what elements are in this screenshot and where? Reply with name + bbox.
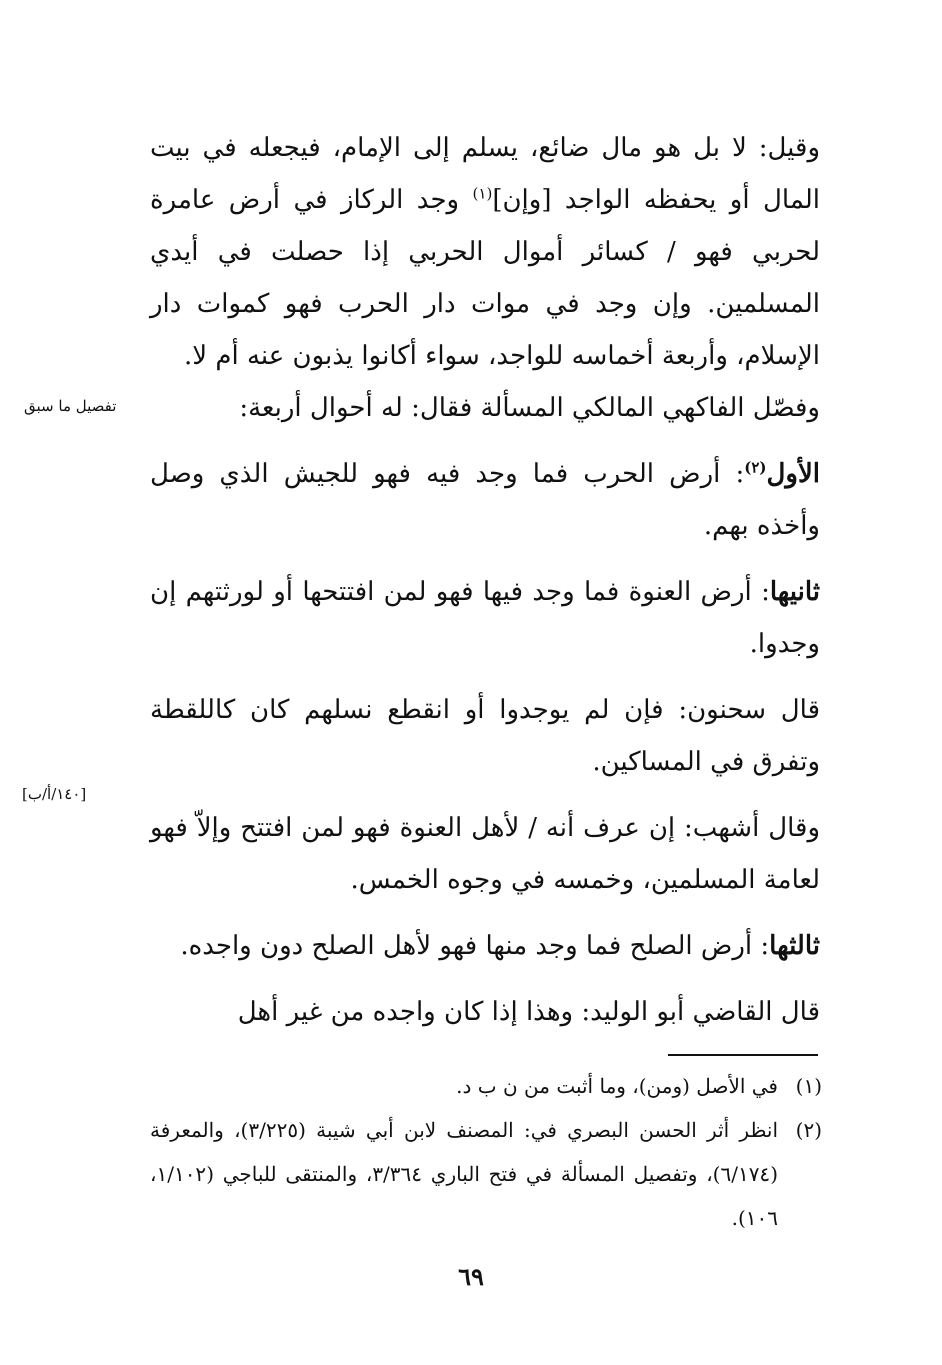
paragraph-3-lead: الأول (766, 459, 821, 489)
paragraph-6: وقال أشهب: إن عرف أنه / لأهل العنوة فهو لمن افتتح وإلاّ فهو لعامة المسلمين، وخمسه في وجوه الخمس. (150, 813, 820, 895)
footnote-separator (668, 1054, 818, 1056)
footnote-1 (150, 1064, 822, 1108)
footnote-2-text: انظر أثر الحسن البصري في: المصنف لابن أبي شيبة (٣/٢٢٥)، والمعرفة (٦/١٧٤)، وتفصيل المسألة في فتح الباري ٣/٣٦٤، والمنتقى للباجي (١/١٠٢، ١٠٦). (150, 1118, 779, 1230)
paragraph-4-lead: ثانيها (769, 577, 820, 607)
paragraph-5: قال سحنون: فإن لم يوجدوا أو انقطع نسلهم كان كاللقطة وتفرق في المساكين. (150, 695, 820, 777)
paragraph-4 (150, 566, 820, 670)
footnote-2-number: (٢) (795, 1118, 822, 1142)
paragraph-7-text: : أرض الصلح فما وجد منها فهو لأهل الصلح دون واجده. (180, 931, 770, 961)
paragraph-2: وفصّل الفاكهي المالكي المسألة فقال: له أحوال أربعة: (239, 393, 820, 423)
footnote-ref-2: (٢) (744, 458, 767, 477)
paragraph-7-lead: ثالثها (769, 931, 820, 961)
paragraph-1-text: وقيل: لا بل هو مال ضائع، يسلم إلى الإمام، فيجعله في بيت المال أو يحفظه الواجد [وإن] (150, 133, 821, 215)
main-text (150, 122, 820, 1038)
paragraph-7 (150, 920, 820, 972)
manuscript-folio-ref: [١٤٠/أ/ب] (22, 785, 87, 803)
footnote-ref-1: (١) (472, 184, 493, 203)
paragraph-4-text: : أرض العنوة فما وجد فيها فهو لمن افتتحها أو لورثتهم إن وجدوا. (150, 577, 820, 659)
paragraph-3-text: : أرض الحرب فما وجد فيه فهو للجيش الذي وصل وأخذه بهم. (150, 459, 820, 541)
section-margin-note: تفصيل ما سبق (24, 397, 117, 415)
paragraph-1 (150, 122, 820, 382)
footnote-1-text: في الأصل (ومن)، وما أثبت من ن ب د. (456, 1074, 778, 1098)
paragraph-8: قال القاضي أبو الوليد: وهذا إذا كان واجده من غير أهل (237, 997, 820, 1027)
page-number: ٦٩ (458, 1262, 484, 1291)
paragraph-1-continuation: وجد الركاز في أرض عامرة لحربي فهو / كسائر أموال الحربي إذا حصلت في أيدي المسلمين. وإن وجد في موات دار الحرب فهو كموات دار الإسلام، وأربعة أخماسه للواجد، سواء أكانوا يذبون عنه أم لا. (150, 185, 820, 371)
paragraph-3 (150, 448, 820, 552)
footnotes (150, 1064, 822, 1240)
footnote-2 (150, 1108, 822, 1240)
footnote-1-number: (١) (795, 1074, 822, 1098)
